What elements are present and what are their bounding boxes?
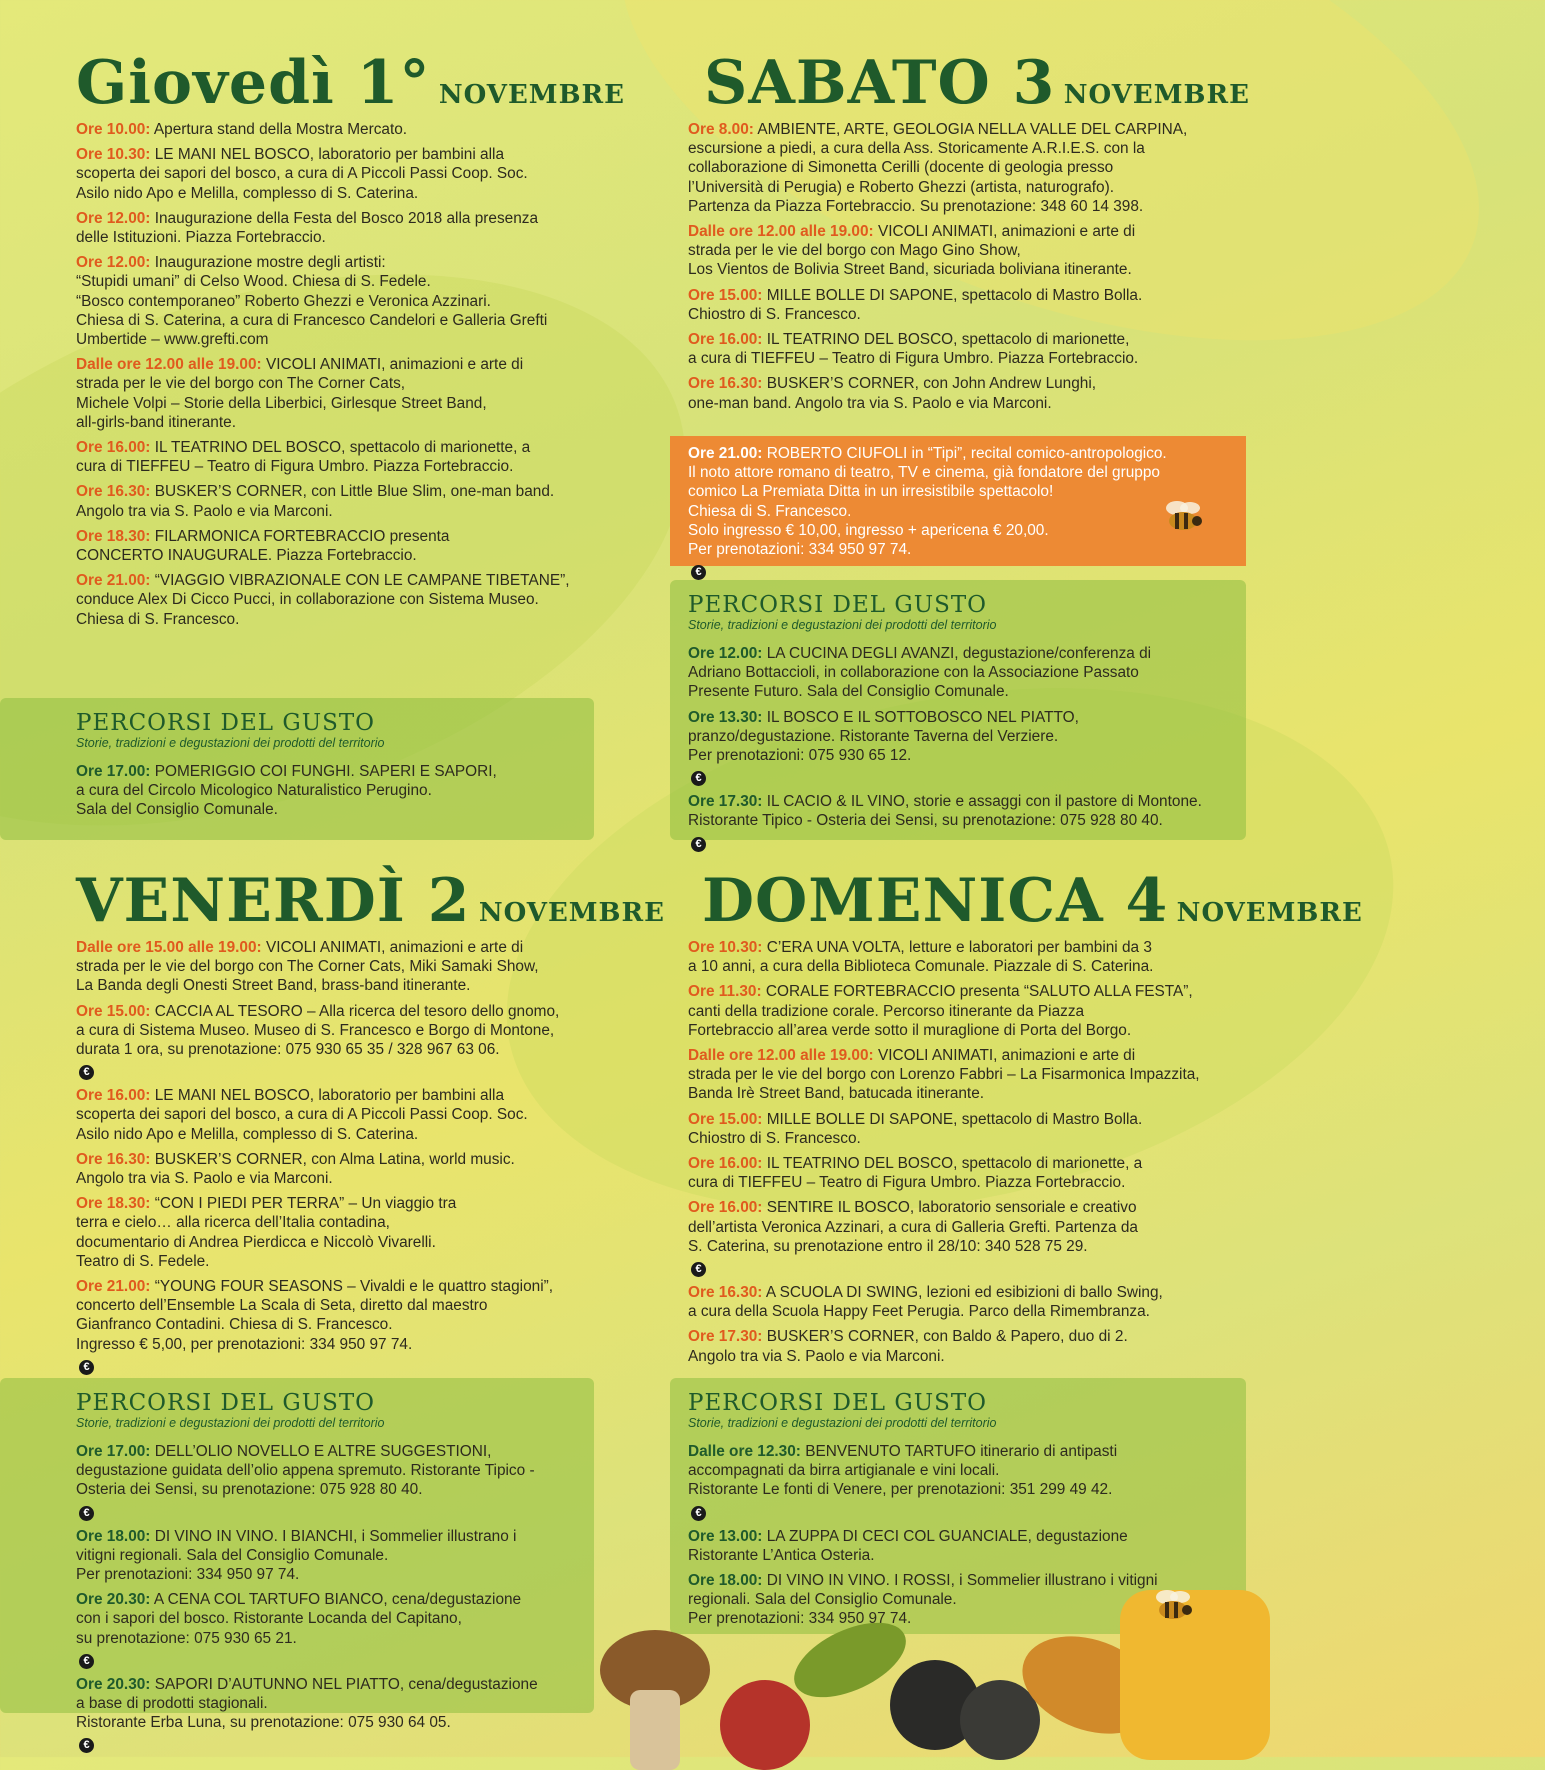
event-text: IL TEATRINO DEL BOSCO, spettacolo di marionette, a xyxy=(154,439,531,457)
gusto-subtitle: Storie, tradizioni e degustazioni dei prodotti del territorio xyxy=(688,1416,997,1430)
event-text: BUSKER’S CORNER, con Alma Latina, world music. xyxy=(154,1150,515,1168)
event-list xyxy=(76,938,616,1375)
event-item xyxy=(688,982,1244,1040)
event-item xyxy=(76,571,616,629)
event-item xyxy=(76,1002,616,1081)
event-text: ROBERTO CIUFOLI in “Tipi”, recital comico-antropologico. xyxy=(766,445,1167,462)
event-text: pranzo/degustazione. Ristorante Taverna del Verziere. xyxy=(688,727,1059,745)
day-title: Giovedì 1° xyxy=(76,48,431,118)
event-time: Dalle ore 12.00 alle 19.00: xyxy=(76,356,262,374)
event-item xyxy=(76,1590,576,1669)
event-time: Ore 20.30: xyxy=(76,1675,151,1693)
event-item xyxy=(688,1046,1244,1104)
gusto-event-list xyxy=(76,1442,576,1753)
event-text: IL CACIO & IL VINO, storie e assaggi con il pastore di Montone. xyxy=(766,793,1202,811)
event-text: Gianfranco Contadini. Chiesa di S. Francesco. xyxy=(76,1316,393,1334)
event-text: dell’artista Veronica Azzinari, a cura di Galleria Grefti. Partenza da xyxy=(688,1218,1138,1236)
event-time: Ore 8.00: xyxy=(688,121,754,138)
event-text: Presente Futuro. Sala del Consiglio Comunale. xyxy=(688,683,1009,701)
event-time: Ore 17.30: xyxy=(688,793,763,811)
friday-heading xyxy=(76,866,665,936)
event-time: Ore 18.30: xyxy=(76,527,151,545)
event-text: DI VINO IN VINO. I BIANCHI, i Sommelier illustrano i xyxy=(154,1527,517,1545)
event-list xyxy=(688,120,1228,413)
event-text: VICOLI ANIMATI, animazioni e arte di xyxy=(265,939,524,956)
event-item xyxy=(76,482,616,520)
event-text: A SCUOLA DI SWING, lezioni ed esibizioni di ballo Swing, xyxy=(765,1284,1163,1302)
event-item xyxy=(76,438,616,476)
event-text: a base di prodotti stagionali. xyxy=(76,1695,268,1713)
event-text: LA ZUPPA DI CECI COL GUANCIALE, degustazione xyxy=(766,1527,1128,1545)
euro-icon: € xyxy=(79,1506,94,1521)
event-item xyxy=(76,527,616,565)
event-text: Ristorante Tipico - Osteria dei Sensi, su prenotazione: 075 928 80 40. xyxy=(688,812,1163,830)
event-text: CONCERTO INAUGURALE. Piazza Fortebraccio. xyxy=(76,547,417,565)
event-text: MILLE BOLLE DI SAPONE, spettacolo di Mastro Bolla. xyxy=(766,1110,1143,1128)
event-text: VICOLI ANIMATI, animazioni e arte di xyxy=(877,1047,1136,1065)
event-item xyxy=(688,1527,1228,1565)
event-text: Chiesa di S. Francesco. xyxy=(76,610,240,628)
event-item xyxy=(76,209,616,247)
event-time: Dalle ore 12.00 alle 19.00: xyxy=(688,223,874,241)
event-text: comico La Premiata Ditta in un irresistibile spettacolo! xyxy=(688,483,1054,501)
friday-gusto-box xyxy=(0,1378,594,1752)
saturday-gusto-box xyxy=(670,580,1246,850)
event-text: S. Caterina, su prenotazione entro il 28/10: 340 528 75 29. xyxy=(688,1237,1088,1255)
euro-icon: € xyxy=(691,837,706,852)
sunday-heading xyxy=(702,866,1363,936)
event-text: escursione a piedi, a cura della Ass. Storicamente A.R.I.E.S. con la xyxy=(688,140,1145,158)
event-item xyxy=(76,355,616,432)
event-time: Ore 15.00: xyxy=(76,1002,151,1020)
event-text: MILLE BOLLE DI SAPONE, spettacolo di Mastro Bolla. xyxy=(766,286,1143,304)
event-text: Per prenotazioni: 334 950 97 74. xyxy=(688,1610,912,1628)
event-time: Ore 12.00: xyxy=(76,254,151,272)
month-label: NOVEMBRE xyxy=(478,898,665,928)
day-title: VENERDÌ 2 xyxy=(76,866,471,936)
event-text: IL TEATRINO DEL BOSCO, spettacolo di marionette, a xyxy=(766,1155,1143,1173)
event-time: Ore 12.00: xyxy=(76,209,151,227)
event-text: “Bosco contemporaneo” Roberto Ghezzi e Veronica Azzinari. xyxy=(76,292,491,310)
event-time: Ore 16.00: xyxy=(76,439,151,457)
event-text: Teatro di S. Fedele. xyxy=(76,1252,210,1270)
event-item xyxy=(76,1442,576,1521)
event-text: Inaugurazione mostre degli artisti: xyxy=(154,254,386,272)
event-text: vitigni regionali. Sala del Consiglio Comunale. xyxy=(76,1546,389,1564)
event-list xyxy=(76,120,616,629)
event-text: scoperta dei sapori del bosco, a cura di A Piccoli Passi Coop. Soc. xyxy=(76,1106,528,1124)
highlight-event-box xyxy=(670,436,1246,579)
event-time: Ore 16.00: xyxy=(688,1155,763,1173)
month-label: NOVEMBRE xyxy=(1063,80,1250,110)
event-time: Ore 16.00: xyxy=(76,1087,151,1105)
event-item xyxy=(688,708,1228,787)
event-item xyxy=(688,120,1228,216)
event-time: Dalle ore 12.30: xyxy=(688,1443,801,1460)
event-time: Ore 17.00: xyxy=(76,1443,151,1460)
event-item xyxy=(688,286,1228,324)
event-text: a cura di Sistema Museo. Museo di S. Francesco e Borgo di Montone, xyxy=(76,1021,555,1039)
event-text: “Stupidi umani” di Celso Wood. Chiesa di S. Fedele. xyxy=(76,273,431,291)
event-time: Ore 17.30: xyxy=(688,1328,763,1346)
euro-icon: € xyxy=(691,771,706,786)
event-text: Solo ingresso € 10,00, ingresso + apericena € 20,00. xyxy=(688,521,1049,539)
event-text: POMERIGGIO COI FUNGHI. SAPERI E SAPORI, xyxy=(154,763,497,780)
sunday-section xyxy=(688,866,1363,1372)
event-text: a 10 anni, a cura della Biblioteca Comunale. Piazzale di S. Caterina. xyxy=(688,958,1154,976)
event-text: C’ERA UNA VOLTA, letture e laboratori per bambini da 3 xyxy=(766,939,1152,956)
event-text: BENVENUTO TARTUFO itinerario di antipasti xyxy=(805,1443,1118,1460)
event-text: VICOLI ANIMATI, animazioni e arte di xyxy=(877,223,1136,241)
euro-icon: € xyxy=(79,1360,94,1375)
event-item xyxy=(688,1283,1244,1321)
event-text: terra e cielo… alla ricerca dell’Italia contadina, xyxy=(76,1214,390,1232)
event-time: Ore 15.00: xyxy=(688,286,763,304)
event-text: su prenotazione: 075 930 65 21. xyxy=(76,1629,297,1647)
event-time: Dalle ore 12.00 alle 19.00: xyxy=(688,1047,874,1065)
event-text: DELL’OLIO NOVELLO E ALTRE SUGGESTIONI, xyxy=(154,1443,492,1460)
month-label: NOVEMBRE xyxy=(438,80,625,110)
event-time: Ore 12.00: xyxy=(688,645,763,662)
event-text: Michele Volpi – Storie della Liberbici, Girlesque Street Band, xyxy=(76,394,487,412)
bee-icon xyxy=(1150,1585,1196,1625)
event-time: Ore 16.30: xyxy=(688,1284,763,1302)
event-text: a cura del Circolo Micologico Naturalistico Perugino. xyxy=(76,782,432,800)
event-item xyxy=(688,444,1228,580)
event-text: regionali. Sala del Consiglio Comunale. xyxy=(688,1591,957,1609)
event-text: strada per le vie del borgo con Lorenzo Fabbri – La Fisarmonica Impazzita, xyxy=(688,1066,1200,1084)
event-text: canti della tradizione corale. Percorso itinerante da Piazza xyxy=(688,1002,1085,1020)
event-item xyxy=(76,1277,616,1375)
gusto-event-list xyxy=(688,644,1228,852)
saturday-section xyxy=(688,48,1250,419)
event-text: a cura della Scuola Happy Feet Perugia. Parco della Rimembranza. xyxy=(688,1303,1150,1321)
event-text: A CENA COL TARTUFO BIANCO, cena/degustazione xyxy=(153,1591,522,1609)
event-text: accompagnati da birra artigianale e vini locali. xyxy=(688,1462,1000,1480)
event-text: strada per le vie del borgo con The Corner Cats, xyxy=(76,375,406,393)
event-time: Ore 16.30: xyxy=(76,1150,151,1168)
event-item xyxy=(76,145,616,203)
event-time: Ore 16.00: xyxy=(688,1199,763,1217)
event-text: degustazione guidata dell’olio appena spremuto. Ristorante Tipico - xyxy=(76,1462,535,1480)
event-item xyxy=(688,938,1244,976)
euro-icon: € xyxy=(79,1738,94,1753)
event-text: collaborazione di Simonetta Cerilli (docente di geologia presso xyxy=(688,159,1114,177)
event-text: delle Istituzioni. Piazza Fortebraccio. xyxy=(76,229,326,247)
event-time: Ore 10.30: xyxy=(76,146,151,164)
event-text: IL BOSCO E IL SOTTOBOSCO NEL PIATTO, xyxy=(766,708,1079,726)
event-text: Osteria dei Sensi, su prenotazione: 075 928 80 40. xyxy=(76,1481,423,1499)
highlight-event xyxy=(688,444,1228,580)
event-text: Sala del Consiglio Comunale. xyxy=(76,801,278,819)
event-item xyxy=(76,1194,616,1271)
event-text: FILARMONICA FORTEBRACCIO presenta xyxy=(154,527,450,545)
gusto-subtitle: Storie, tradizioni e degustazioni dei prodotti del territorio xyxy=(688,618,997,632)
gusto-subtitle: Storie, tradizioni e degustazioni dei prodotti del territorio xyxy=(76,1416,385,1430)
event-time: Ore 10.30: xyxy=(688,939,763,956)
event-text: AMBIENTE, ARTE, GEOLOGIA NELLA VALLE DEL CARPINA, xyxy=(757,121,1188,138)
event-text: Banda Irè Street Band, batucada itinerante. xyxy=(688,1085,985,1103)
event-time: Ore 10.00: xyxy=(76,121,151,138)
thursday-gusto-box xyxy=(0,698,594,840)
event-time: Ore 13.30: xyxy=(688,708,763,726)
gusto-subtitle: Storie, tradizioni e degustazioni dei prodotti del territorio xyxy=(76,736,385,750)
event-text: CORALE FORTEBRACCIO presenta “SALUTO ALLA FESTA”, xyxy=(765,983,1193,1001)
event-item xyxy=(76,1086,616,1144)
event-text: documentario di Andrea Pierdicca e Niccolò Vivarelli. xyxy=(76,1233,436,1251)
autumn-food-illustration xyxy=(560,1600,1244,1757)
event-time: Ore 16.30: xyxy=(688,375,763,393)
euro-icon: € xyxy=(691,1262,706,1277)
event-text: VICOLI ANIMATI, animazioni e arte di xyxy=(265,356,524,374)
gusto-title: PERCORSI DEL GUSTO xyxy=(76,710,376,736)
event-text: Per prenotazioni: 075 930 65 12. xyxy=(688,747,912,765)
gusto-event-list xyxy=(76,762,576,820)
event-text: LA CUCINA DEGLI AVANZI, degustazione/conferenza di xyxy=(766,645,1152,662)
event-text: l’Università di Perugia) e Roberto Ghezzi (artista, naturografo). xyxy=(688,178,1114,196)
event-text: cura di TIEFFEU – Teatro di Figura Umbro. Piazza Fortebraccio. xyxy=(688,1174,1126,1192)
event-item xyxy=(76,1675,576,1754)
event-item xyxy=(688,1110,1244,1148)
event-text: all-girls-band itinerante. xyxy=(76,413,236,431)
event-text: Los Vientos de Bolivia Street Band, sicuriada boliviana itinerante. xyxy=(688,261,1132,279)
event-time: Ore 17.00: xyxy=(76,763,151,780)
event-text: Asilo nido Apo e Melilla, complesso di S. Caterina. xyxy=(76,1125,419,1143)
event-text: Umbertide – www.grefti.com xyxy=(76,331,269,349)
gusto-title: PERCORSI DEL GUSTO xyxy=(76,1390,376,1416)
event-text: “VIAGGIO VIBRAZIONALE CON LE CAMPANE TIBETANE”, xyxy=(154,572,570,590)
event-item xyxy=(688,1327,1244,1365)
event-text: Ristorante L’Antica Osteria. xyxy=(688,1546,875,1564)
event-time: Ore 21.00: xyxy=(688,445,763,462)
event-text: strada per le vie del borgo con The Corner Cats, Miki Samaki Show, xyxy=(76,958,539,976)
bee-icon xyxy=(1160,496,1206,536)
event-text: La Banda degli Onesti Street Band, brass-band itinerante. xyxy=(76,977,471,995)
event-text: “CON I PIEDI PER TERRA” – Un viaggio tra xyxy=(154,1195,457,1213)
event-item xyxy=(688,1442,1228,1521)
day-title: DOMENICA 4 xyxy=(702,866,1169,936)
event-text: Chiesa di S. Francesco. xyxy=(688,502,852,520)
event-text: BUSKER’S CORNER, con Baldo & Papero, duo di 2. xyxy=(766,1328,1128,1346)
event-list xyxy=(688,938,1244,1366)
event-item xyxy=(688,792,1228,851)
event-text: Inaugurazione della Festa del Bosco 2018 alla presenza xyxy=(154,209,539,227)
event-text: Chiesa di S. Caterina, a cura di Francesco Candelori e Galleria Grefti xyxy=(76,311,548,329)
event-text: CACCIA AL TESORO – Alla ricerca del tesoro dello gnomo, xyxy=(154,1002,560,1020)
friday-section xyxy=(76,866,665,1381)
event-text: durata 1 ora, su prenotazione: 075 930 65 35 / 328 967 63 06. xyxy=(76,1041,500,1059)
event-text: Asilo nido Apo e Melilla, complesso di S. Caterina. xyxy=(76,184,419,202)
event-text: Angolo tra via S. Paolo e via Marconi. xyxy=(76,502,333,520)
euro-icon: € xyxy=(79,1654,94,1669)
event-text: Adriano Bottaccioli, in collaborazione con la Associazione Passato xyxy=(688,664,1139,682)
event-text: Per prenotazioni: 334 950 97 74. xyxy=(688,541,912,559)
event-text: con i sapori del bosco. Ristorante Locanda del Capitano, xyxy=(76,1610,462,1628)
event-text: Ristorante Erba Luna, su prenotazione: 075 930 64 05. xyxy=(76,1714,451,1732)
month-label: NOVEMBRE xyxy=(1176,898,1363,928)
event-text: IL TEATRINO DEL BOSCO, spettacolo di marionette, xyxy=(766,331,1130,349)
thursday-section xyxy=(76,48,625,635)
event-item xyxy=(76,1527,576,1585)
event-text: “YOUNG FOUR SEASONS – Vivaldi e le quattro stagioni”, xyxy=(154,1278,554,1296)
event-item xyxy=(688,374,1228,412)
saturday-heading xyxy=(704,48,1250,118)
event-text: Angolo tra via S. Paolo e via Marconi. xyxy=(688,1347,945,1365)
event-time: Ore 15.00: xyxy=(688,1110,763,1128)
event-item xyxy=(76,1150,616,1188)
event-item xyxy=(688,222,1228,280)
day-title: SABATO 3 xyxy=(704,48,1056,118)
euro-icon: € xyxy=(79,1065,94,1080)
event-text: SAPORI D’AUTUNNO NEL PIATTO, cena/degustazione xyxy=(154,1675,538,1693)
event-time: Ore 21.00: xyxy=(76,1278,151,1296)
event-item xyxy=(76,253,616,349)
event-text: concerto dell’Ensemble La Scala di Seta, diretto dal maestro xyxy=(76,1297,488,1315)
event-item xyxy=(688,1198,1244,1277)
event-time: Ore 16.30: xyxy=(76,483,151,501)
event-text: BUSKER’S CORNER, con Little Blue Slim, one-man band. xyxy=(154,483,555,501)
event-text: cura di TIEFFEU – Teatro di Figura Umbro. Piazza Fortebraccio. xyxy=(76,458,514,476)
event-text: strada per le vie del borgo con Mago Gino Show, xyxy=(688,242,1021,260)
event-text: conduce Alex Di Cicco Pucci, in collaborazione con Sistema Museo. xyxy=(76,591,539,609)
event-time: Ore 21.00: xyxy=(76,572,151,590)
event-text: Apertura stand della Mostra Mercato. xyxy=(153,121,408,138)
event-text: a cura di TIEFFEU – Teatro di Figura Umbro. Piazza Fortebraccio. xyxy=(688,350,1139,368)
event-item xyxy=(688,644,1228,702)
gusto-title: PERCORSI DEL GUSTO xyxy=(688,592,988,618)
event-text: DI VINO IN VINO. I ROSSI, i Sommelier illustrano i vitigni xyxy=(766,1572,1158,1590)
event-text: BUSKER’S CORNER, con John Andrew Lunghi, xyxy=(766,375,1097,393)
event-text: Per prenotazioni: 334 950 97 74. xyxy=(76,1566,300,1584)
event-text: Ristorante Le fonti di Venere, per prenotazioni: 351 299 49 42. xyxy=(688,1481,1113,1499)
event-time: Ore 13.00: xyxy=(688,1527,763,1545)
event-text: Chiostro di S. Francesco. xyxy=(688,1129,861,1147)
event-item xyxy=(76,120,616,139)
event-text: Partenza da Piazza Fortebraccio. Su prenotazione: 348 60 14 398. xyxy=(688,197,1144,215)
event-item xyxy=(76,938,616,996)
event-time: Ore 16.00: xyxy=(688,331,763,349)
event-time: Ore 11.30: xyxy=(688,983,762,1001)
gusto-title: PERCORSI DEL GUSTO xyxy=(688,1390,988,1416)
event-time: Ore 18.00: xyxy=(76,1527,151,1545)
event-text: Angolo tra via S. Paolo e via Marconi. xyxy=(76,1170,333,1188)
event-time: Ore 20.30: xyxy=(76,1591,151,1609)
event-text: LE MANI NEL BOSCO, laboratorio per bambini alla xyxy=(154,146,505,164)
event-item xyxy=(688,330,1228,368)
event-time: Ore 18.30: xyxy=(76,1195,151,1213)
thursday-heading xyxy=(76,48,625,118)
event-text: SENTIRE IL BOSCO, laboratorio sensoriale e creativo xyxy=(766,1199,1137,1217)
event-text: scoperta dei sapori del bosco, a cura di A Piccoli Passi Coop. Soc. xyxy=(76,165,528,183)
event-text: LE MANI NEL BOSCO, laboratorio per bambini alla xyxy=(154,1087,505,1105)
event-text: Ingresso € 5,00, per prenotazioni: 334 950 97 74. xyxy=(76,1335,413,1353)
event-time: Ore 18.00: xyxy=(688,1572,763,1590)
euro-icon: € xyxy=(691,1506,706,1521)
event-time: Dalle ore 15.00 alle 19.00: xyxy=(76,939,262,956)
event-text: Chiostro di S. Francesco. xyxy=(688,305,861,323)
event-text: Il noto attore romano di teatro, TV e cinema, già fondatore del gruppo xyxy=(688,464,1160,482)
event-item xyxy=(688,1154,1244,1192)
euro-icon: € xyxy=(691,565,706,580)
event-item xyxy=(76,762,576,820)
event-text: Fortebraccio all’area verde sotto il muraglione di Porta del Borgo. xyxy=(688,1021,1132,1039)
event-text: one-man band. Angolo tra via S. Paolo e via Marconi. xyxy=(688,394,1052,412)
